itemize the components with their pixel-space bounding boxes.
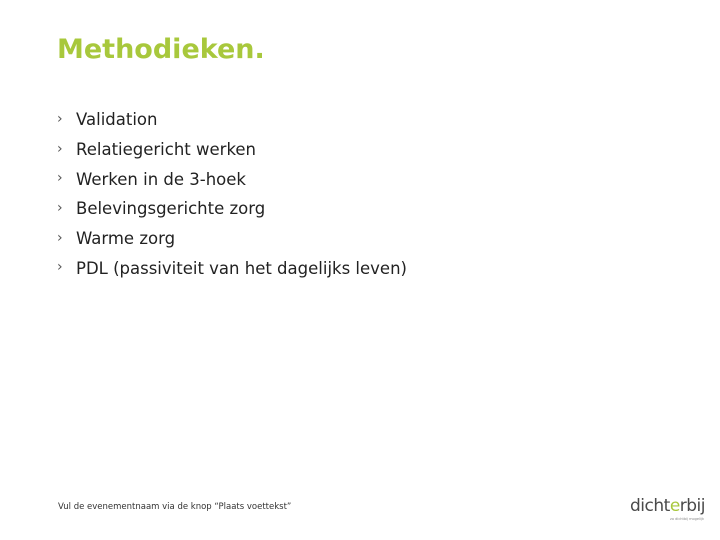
bullet-list bbox=[57, 105, 407, 283]
dichterbij-logo bbox=[630, 496, 706, 526]
bullet-item bbox=[57, 164, 407, 194]
chevron-right-icon: › bbox=[57, 170, 63, 187]
bullet-text: Warme zorg bbox=[76, 229, 176, 249]
chevron-right-icon: › bbox=[57, 110, 63, 127]
logo-part-accent: e bbox=[669, 496, 680, 516]
slide-title: Methodieken. bbox=[57, 34, 265, 65]
bullet-text: Belevingsgerichte zorg bbox=[76, 199, 266, 219]
logo-part-1: dicht bbox=[630, 496, 670, 516]
bullet-item bbox=[57, 105, 407, 135]
bullet-text: PDL (passiviteit van het dagelijks leven) bbox=[76, 258, 407, 278]
bullet-item bbox=[57, 253, 407, 283]
bullet-text: Relatiegericht werken bbox=[76, 140, 257, 160]
chevron-right-icon: › bbox=[57, 140, 63, 157]
bullet-text: Validation bbox=[76, 110, 158, 130]
logo-tagline: zo dichtbij mogelijk bbox=[670, 517, 704, 521]
chevron-right-icon: › bbox=[57, 259, 63, 276]
logo-part-3: rbij bbox=[679, 496, 706, 516]
bullet-text: Werken in de 3-hoek bbox=[76, 169, 246, 189]
bullet-item bbox=[57, 135, 407, 165]
chevron-right-icon: › bbox=[57, 199, 63, 216]
logo-wordmark bbox=[630, 496, 705, 516]
footer-text: Vul de evenementnaam via de knop “Plaats voettekst” bbox=[58, 502, 292, 512]
chevron-right-icon: › bbox=[57, 229, 63, 246]
bullet-item bbox=[57, 194, 407, 224]
bullet-item bbox=[57, 224, 407, 254]
